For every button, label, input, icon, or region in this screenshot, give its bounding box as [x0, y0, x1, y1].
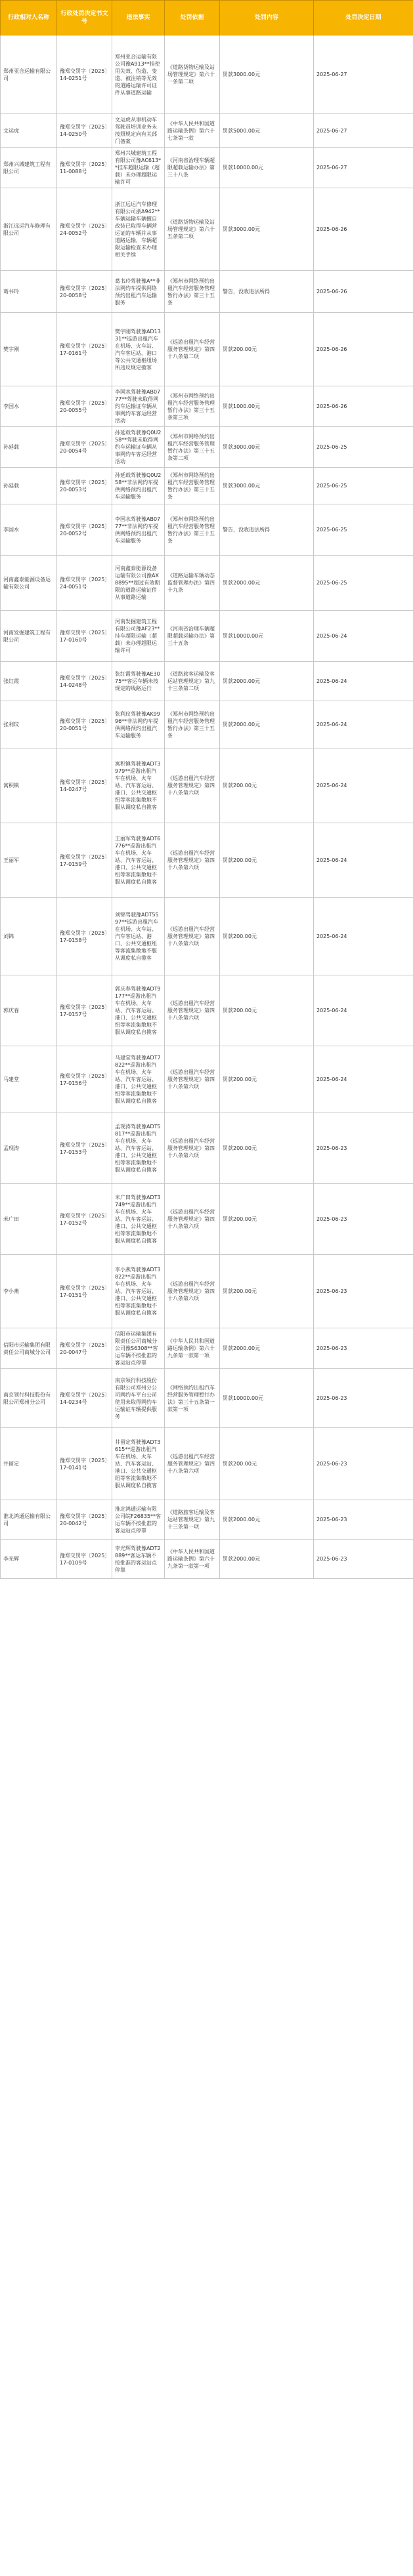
cell-decision-number: 豫郑交罚字〔2025〕17-0159号	[57, 823, 112, 898]
cell-violation-facts: 淮北鸿通运输有限公司皖F26835**客运车辆不按批准的客运站点停靠	[112, 1500, 165, 1540]
cell-decision-number: 豫郑交罚字〔2025〕14-0247号	[57, 748, 112, 823]
cell-decision-date: 2025-06-23	[314, 1184, 413, 1255]
cell-party-name: 王丽军	[1, 823, 57, 898]
cell-decision-date: 2025-06-24	[314, 701, 413, 748]
table-row	[1, 823, 413, 898]
cell-decision-number: 豫郑交罚字〔2025〕20-0047号	[57, 1328, 112, 1369]
cell-violation-facts: 王丽军驾驶豫ADT6776**巡游出租汽车在机场、火车站、汽车客运站、港口、公共交通枢纽等客流集散地不服从调度私自揽客	[112, 823, 165, 898]
cell-party-name: 孟现涛	[1, 1113, 57, 1184]
cell-decision-number: 豫郑交罚字〔2025〕20-0042号	[57, 1500, 112, 1540]
header-penalty-content: 处罚内容	[220, 1, 314, 35]
cell-penalty-content: 罚款3000.00元	[220, 188, 314, 271]
cell-decision-date: 2025-06-24	[314, 898, 413, 975]
cell-penalty-content: 罚款5000.00元	[220, 114, 314, 148]
cell-decision-number: 豫郑交罚字〔2025〕20-0053号	[57, 468, 112, 504]
cell-penalty-content: 罚款200.00元	[220, 313, 314, 386]
cell-party-name: 李国水	[1, 386, 57, 427]
cell-party-name: 葛书玲	[1, 271, 57, 313]
cell-penalty-content: 罚款200.00元	[220, 1255, 314, 1328]
cell-penalty-content: 罚款200.00元	[220, 1046, 314, 1113]
cell-violation-facts: 李光辉驾驶豫ADT2889**客运车辆不按批准的客运站点停靠	[112, 1540, 165, 1579]
cell-violation-facts: 张红霞驾驶豫AE3075**客运车辆未按规定的线路运行	[112, 662, 165, 701]
cell-penalty-content: 罚款200.00元	[220, 823, 314, 898]
cell-decision-number: 豫郑交罚字〔2025〕17-0141号	[57, 1428, 112, 1500]
cell-decision-date: 2025-06-27	[314, 35, 413, 114]
cell-penalty-content: 罚款3000.00元	[220, 35, 314, 114]
cell-decision-number: 豫郑交罚字〔2025〕14-0251号	[57, 35, 112, 114]
cell-violation-facts: 孙延载驾驶豫Q0U258**非法网约车提供网络预约出租汽车运输服务	[112, 468, 165, 504]
cell-decision-date: 2025-06-24	[314, 662, 413, 701]
cell-decision-date: 2025-06-26	[314, 188, 413, 271]
cell-party-name: 马建堂	[1, 1046, 57, 1113]
cell-violation-facts: 孟现涛驾驶豫ADT5817**巡游出租汽车在机场、火车站、汽车客运站、港口、公共交通枢纽等客流集散地不服从调度私自揽客	[112, 1113, 165, 1184]
cell-violation-facts: 李小燕驾驶豫ADT3822**巡游出租汽车在机场、火车站、汽车客运站、港口、公共交通枢纽等客流集散地不服从调度私自揽客	[112, 1255, 165, 1328]
cell-violation-facts: 刘锦驾驶豫ADT5597**巡游出租汽车在机场、火车站、汽车客运站、港口、公共交通枢纽等客流集散地不服从调度私自揽客	[112, 898, 165, 975]
cell-decision-date: 2025-06-24	[314, 975, 413, 1046]
table-row	[1, 1046, 413, 1113]
cell-violation-facts: 郑州兴城建筑工程有限公司豫AC613**挂车超限运输（超载）未办理超限运输许可	[112, 148, 165, 188]
table-row	[1, 35, 413, 114]
cell-party-name: 寓积镇	[1, 748, 57, 823]
cell-penalty-basis: 《中华人民共和国道路运输条例》第六十九条第一款第一项	[165, 1328, 220, 1369]
table-row	[1, 468, 413, 504]
table-row	[1, 748, 413, 823]
cell-party-name: 浙江远运汽车修理有限公司	[1, 188, 57, 271]
cell-penalty-basis: 《郑州市网络预约出租汽车经营服务管理暂行办法》第三十五条	[165, 701, 220, 748]
table-row	[1, 1369, 413, 1428]
cell-penalty-basis: 《网络预约出租汽车经营服务管理暂行办法》第三十五条第一款第一项	[165, 1369, 220, 1428]
cell-decision-number: 豫郑交罚字〔2025〕11-0088号	[57, 148, 112, 188]
cell-violation-facts: 南京领行科技股份有限公司郑州分公司网约车平台公司使用未取得网约车运输证车辆提供服务	[112, 1369, 165, 1428]
cell-decision-number: 豫郑交罚字〔2025〕20-0051号	[57, 701, 112, 748]
cell-penalty-basis: 《中华人民共和国道路运输条例》第六十七条第一款	[165, 114, 220, 148]
table-row	[1, 1255, 413, 1328]
cell-party-name: 郑州亚合运输有限公司	[1, 35, 57, 114]
cell-penalty-basis: 《巡游出租汽车经营服务管理规定》第四十八条第六项	[165, 975, 220, 1046]
cell-penalty-content: 罚款10000.00元	[220, 1369, 314, 1428]
cell-penalty-content: 罚款2000.00元	[220, 1540, 314, 1579]
table-row	[1, 271, 413, 313]
cell-penalty-content: 罚款2000.00元	[220, 701, 314, 748]
cell-decision-date: 2025-06-24	[314, 748, 413, 823]
cell-penalty-content: 罚款200.00元	[220, 1113, 314, 1184]
cell-decision-number: 豫郑交罚字〔2025〕17-0160号	[57, 611, 112, 662]
header-penalty-basis: 处罚依据	[165, 1, 220, 35]
cell-penalty-content: 罚款200.00元	[220, 975, 314, 1046]
cell-penalty-basis: 《河南省治理车辆超限超载运输办法》第三十五条	[165, 611, 220, 662]
table-header-row	[1, 1, 413, 35]
cell-decision-date: 2025-06-27	[314, 148, 413, 188]
table-row	[1, 504, 413, 556]
cell-violation-facts: 浙江远运汽车修理有限公司浙A942**车辆运输车辆擅自改装已取得车辆营运证的车辆并从事道路运输，车辆超限运输检查未办理相关手续	[112, 188, 165, 271]
cell-penalty-basis: 《巡游出租汽车经营服务管理规定》第四十八条第六项	[165, 1255, 220, 1328]
cell-decision-date: 2025-06-25	[314, 556, 413, 611]
cell-violation-facts: 河南发掘建筑工程有限公司豫AF23**挂车超限运输（超载）未办理超限运输许可	[112, 611, 165, 662]
cell-penalty-basis: 《道路旅客运输及客运站管理规定》第九十三条第二项	[165, 662, 220, 701]
cell-party-name: 孙延载	[1, 468, 57, 504]
cell-penalty-basis: 《郑州市网络预约出租汽车经营服务管理暂行办法》第三十五条	[165, 271, 220, 313]
cell-penalty-basis: 《郑州市网络预约出租汽车经营服务管理暂行办法》第三十五条第二项	[165, 427, 220, 468]
cell-penalty-basis: 《道路货物运输及站场管理规定》第六十一条第二项	[165, 35, 220, 114]
cell-violation-facts: 河南鑫泰能源设备运输有限公司豫AX8895**超过有效期限的道路运输证件从事道路运输	[112, 556, 165, 611]
cell-decision-date: 2025-06-25	[314, 504, 413, 556]
cell-party-name: 河南鑫泰能源设备运输有限公司	[1, 556, 57, 611]
cell-decision-number: 豫郑交罚字〔2025〕20-0052号	[57, 504, 112, 556]
cell-penalty-basis: 《巡游出租汽车经营服务管理规定》第四十八条第六项	[165, 1428, 220, 1500]
cell-decision-date: 2025-06-27	[314, 114, 413, 148]
cell-penalty-content: 罚款3000.00元	[220, 427, 314, 468]
cell-decision-number: 豫郑交罚字〔2025〕17-0109号	[57, 1540, 112, 1579]
cell-party-name: 樊宇刚	[1, 313, 57, 386]
cell-decision-date: 2025-06-24	[314, 823, 413, 898]
cell-party-name: 井留定	[1, 1428, 57, 1500]
cell-party-name: 文运虎	[1, 114, 57, 148]
header-violation-facts: 违法事实	[112, 1, 165, 35]
cell-penalty-basis: 《巡游出租汽车经营服务管理规定》第四十八条第六项	[165, 1046, 220, 1113]
cell-decision-date: 2025-06-26	[314, 386, 413, 427]
cell-decision-number: 豫郑交罚字〔2025〕17-0152号	[57, 1184, 112, 1255]
table-row	[1, 701, 413, 748]
cell-decision-number: 豫郑交罚字〔2025〕17-0158号	[57, 898, 112, 975]
table-row	[1, 386, 413, 427]
cell-penalty-content: 罚款1000.00元	[220, 386, 314, 427]
cell-decision-date: 2025-06-23	[314, 1328, 413, 1369]
cell-penalty-content: 罚款2000.00元	[220, 1500, 314, 1540]
table-row	[1, 188, 413, 271]
cell-decision-number: 豫郑交罚字〔2025〕20-0055号	[57, 386, 112, 427]
table-row	[1, 313, 413, 386]
cell-penalty-basis: 《巡游出租汽车经营服务管理规定》第四十八条第二项	[165, 313, 220, 386]
cell-decision-number: 豫郑交罚字〔2025〕14-0234号	[57, 1369, 112, 1428]
cell-violation-facts: 郭庆春驾驶豫ADT9177**巡游出租汽车在机场、火车站、汽车客运站、港口、公共交通枢纽等客流集散地不服从调度私自揽客	[112, 975, 165, 1046]
cell-penalty-basis: 《巡游出租汽车经营服务管理规定》第四十八条第六项	[165, 823, 220, 898]
cell-penalty-basis: 《道路旅客运输及客运站管理规定》第九十三条第一项	[165, 1500, 220, 1540]
cell-penalty-basis: 《巡游出租汽车经营服务管理规定》第四十八条第六项	[165, 898, 220, 975]
cell-penalty-content: 罚款10000.00元	[220, 148, 314, 188]
cell-penalty-basis: 《巡游出租汽车经营服务管理规定》第四十八条第六项	[165, 1113, 220, 1184]
cell-penalty-content: 罚款200.00元	[220, 1428, 314, 1500]
table-row	[1, 1500, 413, 1540]
cell-penalty-content: 罚款2000.00元	[220, 556, 314, 611]
cell-party-name: 李国水	[1, 504, 57, 556]
cell-violation-facts: 李国水驾驶豫AB0777**驾驶未取得网约车运输证车辆从事网约车客运经营活动	[112, 386, 165, 427]
cell-decision-number: 豫郑交罚字〔2025〕24-0051号	[57, 556, 112, 611]
cell-party-name: 郑州兴城建筑工程有限公司	[1, 148, 57, 188]
cell-violation-facts: 李国水驾驶豫AB0777**非法网约车提供网络预约出租汽车运输服务	[112, 504, 165, 556]
cell-decision-date: 2025-06-25	[314, 468, 413, 504]
table-row	[1, 662, 413, 701]
cell-decision-number: 豫郑交罚字〔2025〕14-0250号	[57, 114, 112, 148]
table-row	[1, 898, 413, 975]
cell-decision-date: 2025-06-25	[314, 427, 413, 468]
cell-party-name: 米广田	[1, 1184, 57, 1255]
table-row	[1, 427, 413, 468]
cell-party-name: 淮北鸿通运输有限公司	[1, 1500, 57, 1540]
cell-decision-number: 豫郑交罚字〔2025〕14-0248号	[57, 662, 112, 701]
cell-party-name: 李小燕	[1, 1255, 57, 1328]
header-decision-date: 处罚决定日期	[314, 1, 413, 35]
cell-decision-number: 豫郑交罚字〔2025〕17-0157号	[57, 975, 112, 1046]
cell-party-name: 河南发掘建筑工程有限公司	[1, 611, 57, 662]
cell-penalty-basis: 《河南省治理车辆超限超载运输办法》第三十八条	[165, 148, 220, 188]
cell-violation-facts: 张利玟驾驶豫AK9996**非法网约车提供网络预约出租汽车运输服务	[112, 701, 165, 748]
header-party-name: 行政相对人名称	[1, 1, 57, 35]
table-row	[1, 1540, 413, 1579]
cell-violation-facts: 马建堂驾驶豫ADT7822**巡游出租汽车在机场、火车站、汽车客运站、港口、公共交通枢纽等客流集散地不服从调度私自揽客	[112, 1046, 165, 1113]
cell-decision-date: 2025-06-23	[314, 1369, 413, 1428]
cell-decision-date: 2025-06-26	[314, 271, 413, 313]
cell-penalty-basis: 《郑州市网络预约出租汽车经营服务管理暂行办法》第三十五条第三项	[165, 386, 220, 427]
cell-decision-date: 2025-06-24	[314, 611, 413, 662]
table-row	[1, 975, 413, 1046]
cell-violation-facts: 信阳市运输集团有限责任公司商城分公司豫S6308**客运车辆不按批准的客运站点停靠	[112, 1328, 165, 1369]
cell-decision-date: 2025-06-24	[314, 1046, 413, 1113]
cell-penalty-basis: 《道路货物运输及站场管理规定》第六十五条第二项	[165, 188, 220, 271]
header-decision-number: 行政处罚决定书文号	[57, 1, 112, 35]
cell-decision-number: 豫郑交罚字〔2025〕20-0054号	[57, 427, 112, 468]
cell-party-name: 信阳市运输集团有限责任公司商城分公司	[1, 1328, 57, 1369]
cell-penalty-basis: 《巡游出租汽车经营服务管理规定》第四十八条第六项	[165, 748, 220, 823]
cell-violation-facts: 孙延载驾驶豫Q0U258**驾驶未取得网约车运输证车辆从事网约车客运经营活动	[112, 427, 165, 468]
cell-party-name: 李光辉	[1, 1540, 57, 1579]
table-row	[1, 1113, 413, 1184]
cell-decision-date: 2025-06-23	[314, 1540, 413, 1579]
cell-penalty-content: 罚款10000.00元	[220, 611, 314, 662]
cell-decision-number: 豫郑交罚字〔2025〕24-0052号	[57, 188, 112, 271]
table-row	[1, 1184, 413, 1255]
cell-violation-facts: 米广田驾驶豫ADT3749**巡游出租汽车在机场、火车站、汽车客运站、港口、公共交通枢纽等客流集散地不服从调度私自揽客	[112, 1184, 165, 1255]
cell-violation-facts: 葛书玲驾驶豫A**非法网约车提供网络预约出租汽车运输服务	[112, 271, 165, 313]
cell-penalty-content: 罚款200.00元	[220, 898, 314, 975]
cell-penalty-content: 罚款3000.00元	[220, 468, 314, 504]
cell-penalty-content: 警告，没收违法所得	[220, 271, 314, 313]
table-row	[1, 1328, 413, 1369]
cell-party-name: 张红霞	[1, 662, 57, 701]
cell-party-name: 张利玟	[1, 701, 57, 748]
cell-penalty-basis: 《道路运输车辆动态监督管理办法》第四十九条	[165, 556, 220, 611]
cell-party-name: 刘锦	[1, 898, 57, 975]
cell-violation-facts: 寓积镇驾驶豫ADT3979**巡游出租汽车在机场、火车站、汽车客运站、港口、公共交通枢纽等客流集散地不服从调度私自揽客	[112, 748, 165, 823]
cell-violation-facts: 樊宇刚驾驶豫AD1331**巡游出租汽车在机场、火车站、汽车客运站、港口等公共交通枢纽场所违反规定揽客	[112, 313, 165, 386]
cell-decision-date: 2025-06-23	[314, 1113, 413, 1184]
cell-decision-date: 2025-06-23	[314, 1255, 413, 1328]
cell-violation-facts: 文运虎从事机动车驾驶员培训业务未按照规定向有关部门备案	[112, 114, 165, 148]
cell-decision-date: 2025-06-23	[314, 1428, 413, 1500]
table-row	[1, 556, 413, 611]
cell-party-name: 郭庆春	[1, 975, 57, 1046]
cell-penalty-basis: 《巡游出租汽车经营服务管理规定》第四十八条第六项	[165, 1184, 220, 1255]
table-row	[1, 148, 413, 188]
cell-decision-number: 豫郑交罚字〔2025〕17-0161号	[57, 313, 112, 386]
cell-penalty-content: 罚款200.00元	[220, 1184, 314, 1255]
cell-penalty-content: 罚款2000.00元	[220, 662, 314, 701]
cell-decision-number: 豫郑交罚字〔2025〕17-0151号	[57, 1255, 112, 1328]
cell-decision-date: 2025-06-23	[314, 1500, 413, 1540]
cell-decision-number: 豫郑交罚字〔2025〕17-0156号	[57, 1046, 112, 1113]
cell-penalty-basis: 《中华人民共和国道路运输条例》第六十九条第一款第一项	[165, 1540, 220, 1579]
cell-decision-number: 豫郑交罚字〔2025〕20-0058号	[57, 271, 112, 313]
cell-violation-facts: 井留定驾驶豫ADT3615**巡游出租汽车在机场、火车站、汽车客运站、港口、公共交通枢纽等客流集散地不服从调度私自揽客	[112, 1428, 165, 1500]
cell-decision-number: 豫郑交罚字〔2025〕17-0153号	[57, 1113, 112, 1184]
cell-decision-date: 2025-06-26	[314, 313, 413, 386]
cell-penalty-basis: 《郑州市网络预约出租汽车经营服务管理暂行办法》第三十五条	[165, 468, 220, 504]
table-row	[1, 114, 413, 148]
cell-penalty-content: 罚款200.00元	[220, 748, 314, 823]
table-row	[1, 611, 413, 662]
table-row	[1, 1428, 413, 1500]
cell-penalty-content: 警告，没收违法所得	[220, 504, 314, 556]
cell-party-name: 孙延载	[1, 427, 57, 468]
cell-party-name: 南京领行科技股份有限公司郑州分公司	[1, 1369, 57, 1428]
cell-penalty-content: 罚款2000.00元	[220, 1328, 314, 1369]
cell-penalty-basis: 《郑州市网络预约出租汽车经营服务管理暂行办法》第三十五条	[165, 504, 220, 556]
cell-violation-facts: 郑州亚合运输有限公司豫A913**挂使用失效、伪造、变造、被注销等无效的道路运输许可证件从事道路运输	[112, 35, 165, 114]
